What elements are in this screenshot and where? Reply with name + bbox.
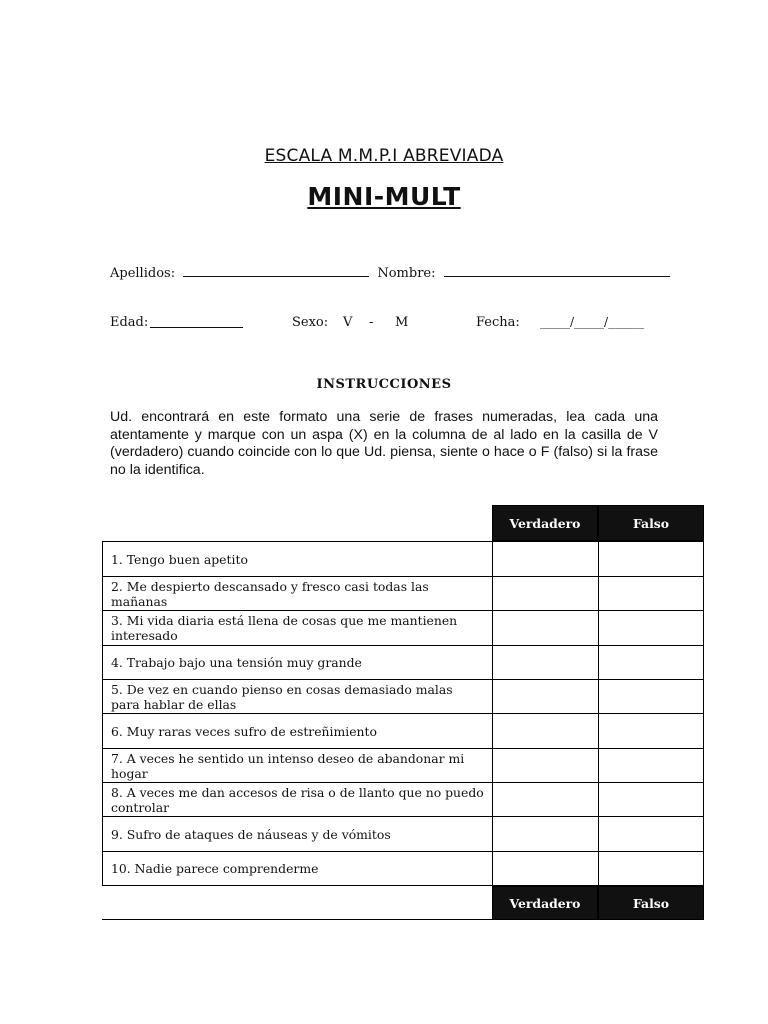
verdadero-cell[interactable]: [492, 851, 598, 886]
falso-cell[interactable]: [598, 679, 704, 713]
table-row: [102, 645, 704, 679]
verdadero-cell[interactable]: [492, 610, 598, 645]
question-text: 1. Tengo buen apetito: [102, 541, 492, 576]
sexo-option-m[interactable]: M: [395, 315, 409, 330]
verdadero-cell[interactable]: [492, 782, 598, 816]
nombre-label: Nombre:: [377, 266, 436, 281]
apellidos-label: Apellidos:: [110, 266, 176, 281]
header-verdadero: Verdadero: [492, 505, 598, 541]
falso-cell[interactable]: [598, 713, 704, 748]
table-footer-row: [102, 886, 704, 920]
table-row: [102, 816, 704, 851]
question-text: 7. A veces he sentido un intenso deseo de abandonar mi hogar: [102, 748, 492, 782]
question-text: 3. Mi vida diaria está llena de cosas que me mantienen interesado: [102, 610, 492, 645]
table-row: [102, 782, 704, 816]
name-fields-row: [110, 264, 670, 281]
falso-cell[interactable]: [598, 541, 704, 576]
instructions-title: INSTRUCCIONES: [316, 377, 452, 392]
table-row: [102, 713, 704, 748]
question-text: 4. Trabajo bajo una tensión muy grande: [102, 645, 492, 679]
question-text: 10. Nadie parece comprenderme: [102, 851, 492, 886]
form-title: ESCALA M.M.P.I ABREVIADA: [264, 146, 504, 166]
nombre-field[interactable]: [444, 264, 670, 277]
falso-cell[interactable]: [598, 816, 704, 851]
instructions-text: Ud. encontrará en este formato una serie de frases numeradas, lea cada una atentamente y marque con un aspa (X) en la columna de al lado en la casilla de V (verdadero) cuando coincide con lo que Ud. piensa, siente o hace o F (falso) si la frase no la identifica.: [110, 409, 658, 478]
table-row: [102, 610, 704, 645]
verdadero-cell[interactable]: [492, 679, 598, 713]
table-row: [102, 748, 704, 782]
verdadero-cell[interactable]: [492, 816, 598, 851]
verdadero-cell[interactable]: [492, 576, 598, 610]
verdadero-cell[interactable]: [492, 645, 598, 679]
question-text: 6. Muy raras veces sufro de estreñimiento: [102, 713, 492, 748]
footer-line: [102, 886, 492, 920]
table-row: [102, 679, 704, 713]
falso-cell[interactable]: [598, 782, 704, 816]
table-row: [102, 851, 704, 886]
falso-cell[interactable]: [598, 748, 704, 782]
sexo-option-v[interactable]: V: [343, 315, 353, 330]
fecha-label: Fecha:: [476, 315, 520, 330]
question-rows: [102, 541, 704, 886]
question-text: 8. A veces me dan accesos de risa o de llanto que no puedo controlar: [102, 782, 492, 816]
question-text: 2. Me despierto descansado y fresco casi todas las mañanas: [102, 576, 492, 610]
questionnaire-table: [102, 505, 704, 920]
verdadero-cell[interactable]: [492, 541, 598, 576]
table-header-row: [102, 505, 704, 541]
form-subtitle: MINI-MULT: [307, 182, 461, 211]
sexo-separator: -: [369, 315, 374, 330]
question-text: 5. De vez en cuando pienso en cosas demasiado malas para hablar de ellas: [102, 679, 492, 713]
falso-cell[interactable]: [598, 645, 704, 679]
fecha-field[interactable]: _____/_____/______: [540, 315, 645, 329]
falso-cell[interactable]: [598, 610, 704, 645]
sexo-label: Sexo:: [292, 315, 329, 330]
table-row: [102, 576, 704, 610]
header-falso: Falso: [598, 505, 704, 541]
edad-label: Edad:: [110, 315, 149, 330]
falso-cell[interactable]: [598, 851, 704, 886]
table-row: [102, 541, 704, 576]
verdadero-cell[interactable]: [492, 713, 598, 748]
question-text: 9. Sufro de ataques de náuseas y de vómitos: [102, 816, 492, 851]
verdadero-cell[interactable]: [492, 748, 598, 782]
footer-falso: Falso: [598, 886, 704, 920]
footer-verdadero: Verdadero: [492, 886, 598, 920]
falso-cell[interactable]: [598, 576, 704, 610]
edad-field[interactable]: [150, 315, 243, 328]
apellidos-field[interactable]: [183, 264, 369, 277]
